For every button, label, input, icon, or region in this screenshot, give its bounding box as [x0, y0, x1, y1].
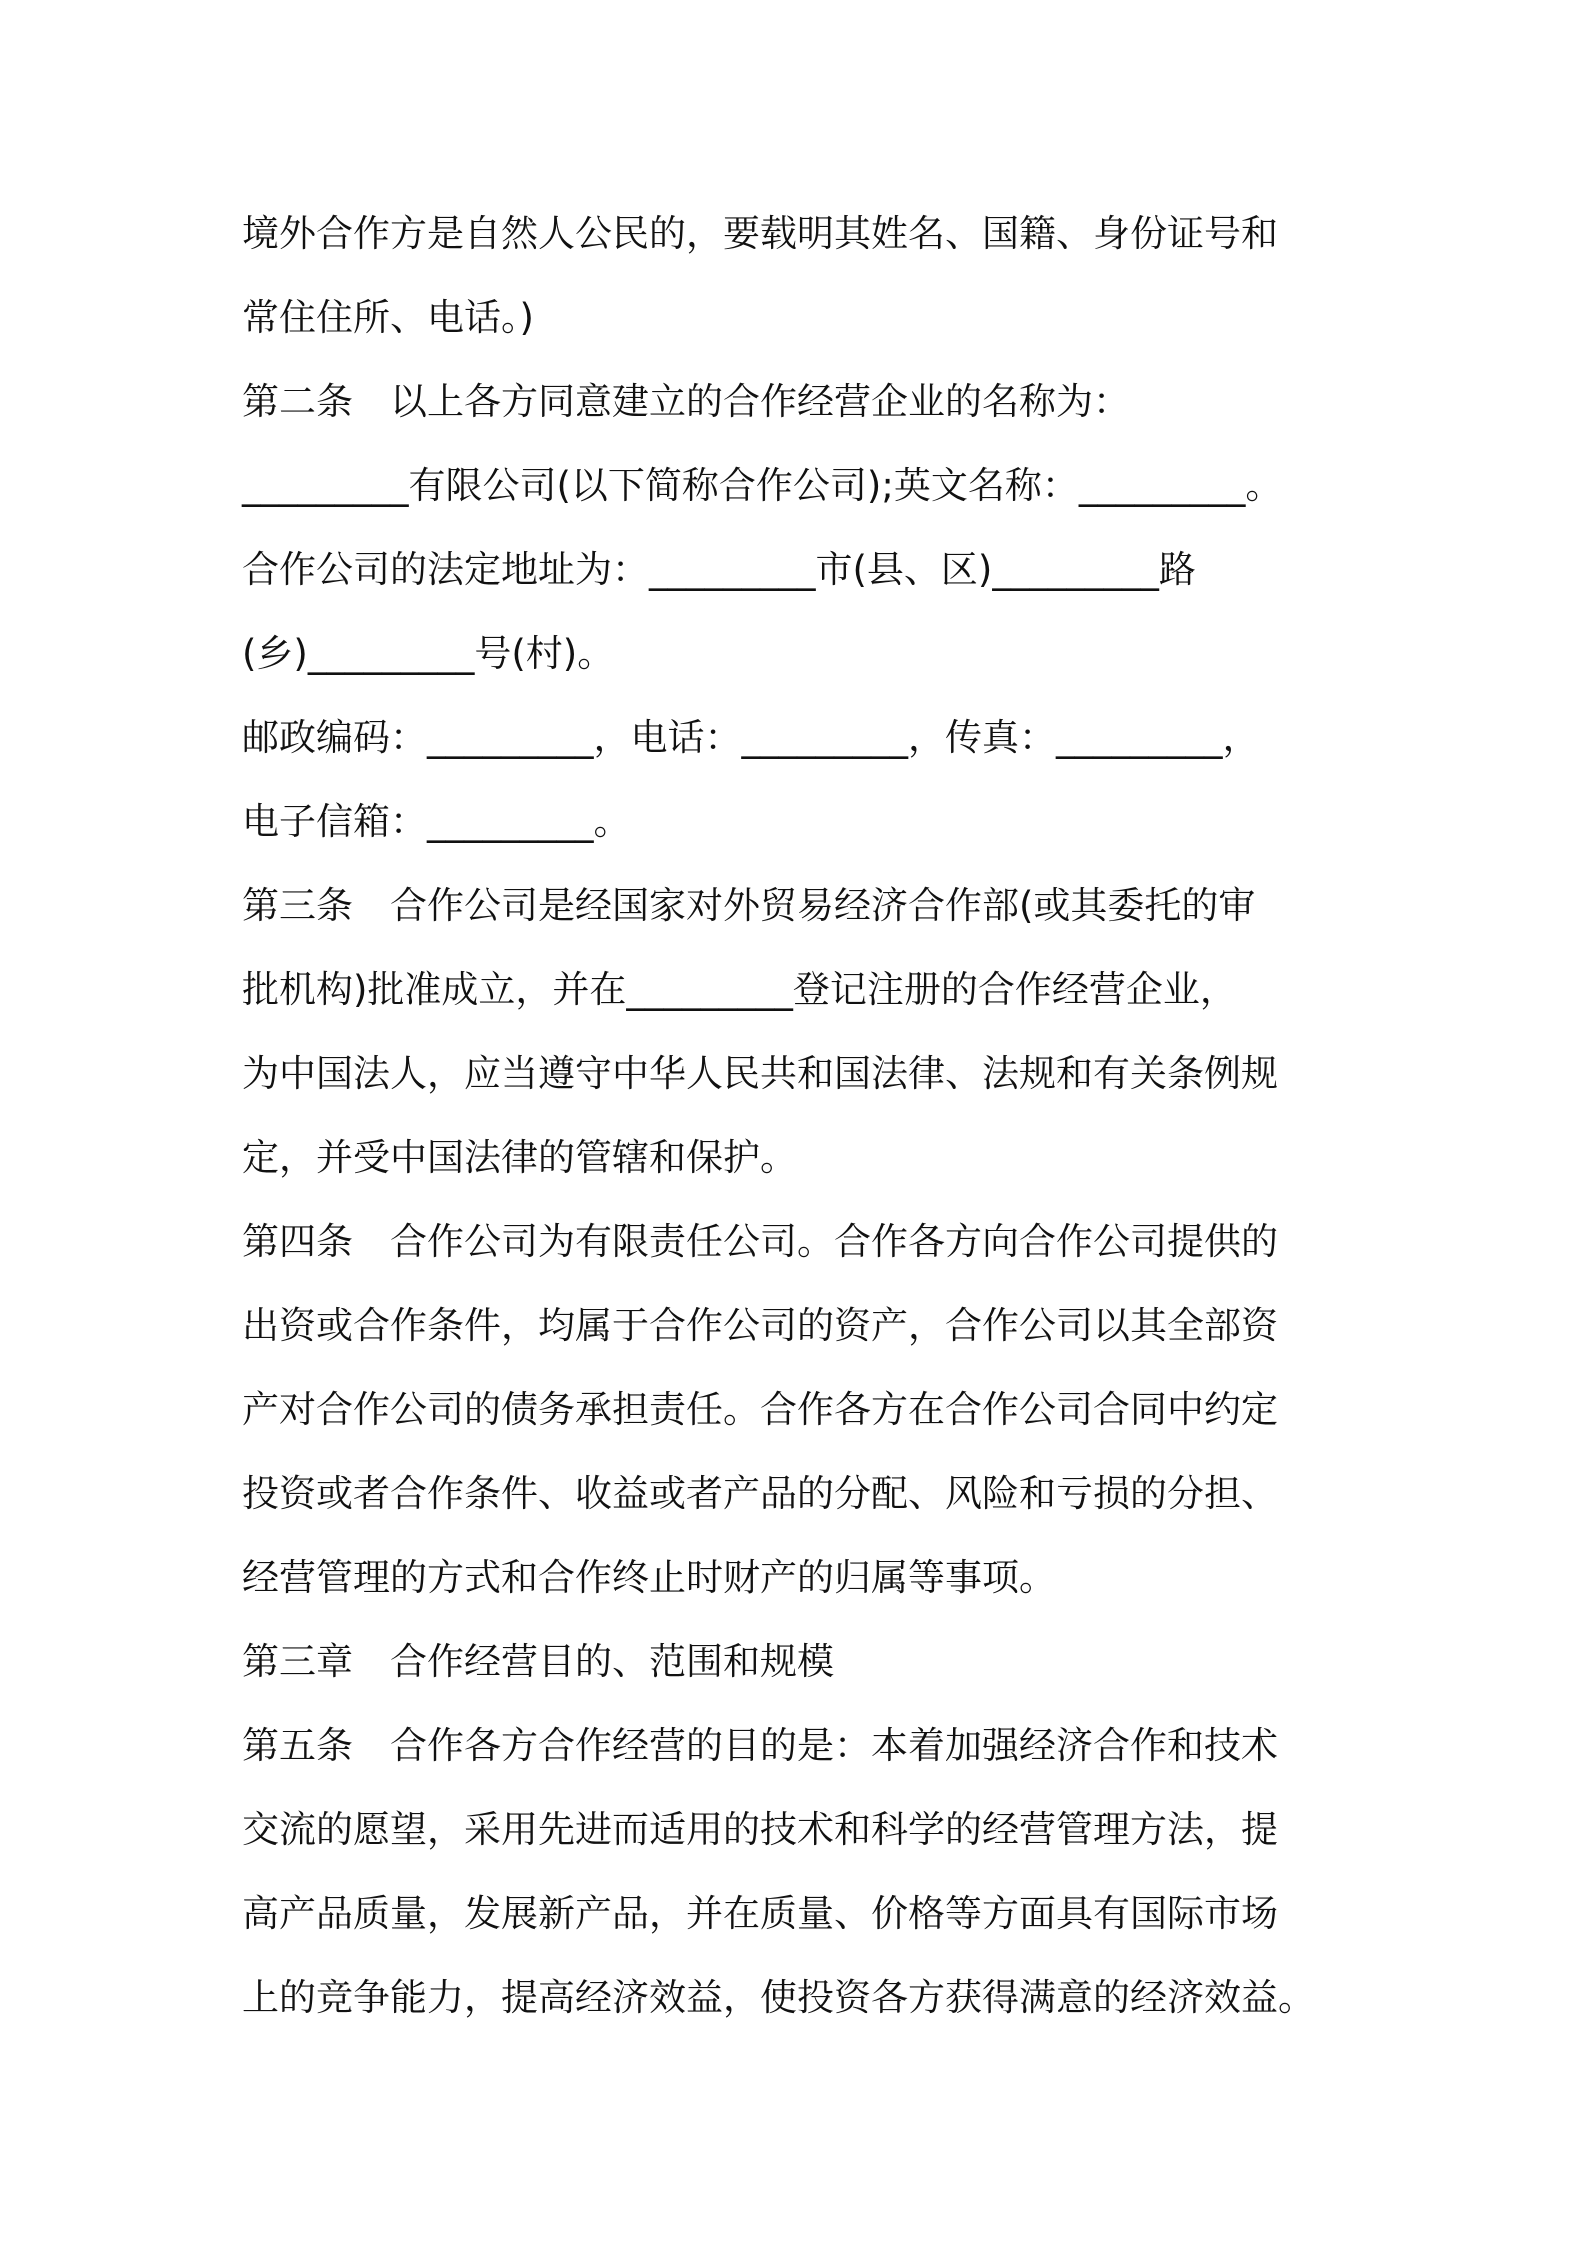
- text-line-8: 电子信箱：_________。: [242, 800, 631, 843]
- text-line-17: 经营管理的方式和合作终止时财产的归属等事项。: [242, 1556, 1056, 1599]
- text-line-4: _________有限公司(以下简称合作公司);英文名称：_________。: [242, 464, 1283, 507]
- text-line-14: 出资或合作条件，均属于合作公司的资产，合作公司以其全部资: [242, 1304, 1278, 1347]
- text-line-7: 邮政编码：_________，电话：_________，传真：_________，: [242, 716, 1260, 759]
- text-line-15: 产对合作公司的债务承担责任。合作各方在合作公司合同中约定: [242, 1388, 1278, 1431]
- article-5-line: 第五条 合作各方合作经营的目的是：本着加强经济合作和技术: [242, 1724, 1278, 1767]
- text-line-20: 交流的愿望，采用先进而适用的技术和科学的经营管理方法，提: [242, 1808, 1278, 1851]
- article-2-heading-line: 第二条 以上各方同意建立的合作经营企业的名称为：: [242, 380, 1130, 423]
- text-line-22: 上的竞争能力，提高经济效益，使投资各方获得满意的经济效益。: [242, 1976, 1315, 2019]
- text-line-2: 常住住所、电话。): [242, 296, 534, 339]
- article-3-line: 第三条 合作公司是经国家对外贸易经济合作部(或其委托的审: [242, 884, 1256, 927]
- text-line-1: 境外合作方是自然人公民的，要载明其姓名、国籍、身份证号和: [242, 212, 1278, 255]
- text-line-6: (乡)_________号(村)。: [242, 632, 615, 675]
- text-line-5: 合作公司的法定地址为：_________市(县、区)_________路: [242, 548, 1196, 591]
- text-line-12: 定，并受中国法律的管辖和保护。: [242, 1136, 797, 1179]
- document-body: [242, 192, 1362, 2040]
- text-line-11: 为中国法人，应当遵守中华人民共和国法律、法规和有关条例规: [242, 1052, 1278, 1095]
- text-line-21: 高产品质量，发展新产品，并在质量、价格等方面具有国际市场: [242, 1892, 1278, 1935]
- article-4-line: 第四条 合作公司为有限责任公司。合作各方向合作公司提供的: [242, 1220, 1278, 1263]
- text-line-10: 批机构)批准成立，并在_________登记注册的合作经营企业，: [242, 968, 1237, 1011]
- text-line-16: 投资或者合作条件、收益或者产品的分配、风险和亏损的分担、: [242, 1472, 1278, 1515]
- chapter-3-heading: 第三章 合作经营目的、范围和规模: [242, 1640, 834, 1683]
